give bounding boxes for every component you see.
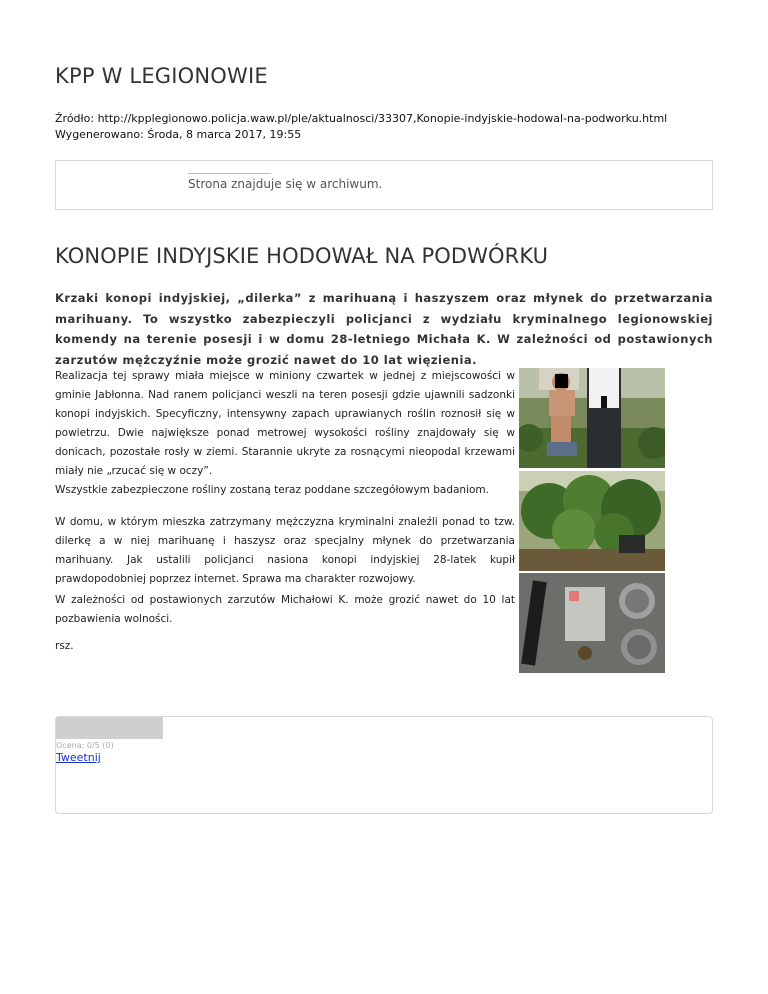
rating-panel: [55, 716, 713, 814]
source-line: Źródło: http://kpplegionowo.policja.waw.pl/ple/aktualnosci/33307,Konopie-indyjskie-hodowal-na-podworku.html: [55, 112, 668, 125]
tweet-link[interactable]: Tweetnij: [56, 751, 101, 764]
archive-note: Strona znajduje się w archiwum.: [188, 177, 383, 191]
generated-line: Wygenerowano: Środa, 8 marca 2017, 19:55: [55, 128, 302, 141]
rating-stars[interactable]: [56, 717, 163, 739]
page-meta: [55, 111, 667, 143]
article-signature: rsz.: [55, 640, 74, 652]
archive-divider: [188, 173, 271, 174]
article-paragraph-2: Wszystkie zabezpieczone rośliny zostaną teraz poddane szczegółowym badaniom.: [55, 484, 489, 496]
article-lead: Krzaki konopi indyjskiej, „dilerka” z marihuaną i haszyszem oraz młynek do przetwarzania marihuany. To wszystko zabezpieczyli policjanci z wydziału kryminalnego legionowskiej komendy na terenie posesji i w domu 28-letniego Michała K. W zależności od postawionych zarzutów mężczyźnie może grozić nawet do 10 lat więzienia.: [55, 291, 713, 367]
archive-notice: [55, 160, 713, 210]
rating-text: Ocena: 0/5 (0): [56, 741, 114, 750]
photo-grinder-and-bags[interactable]: [519, 573, 665, 673]
article-paragraph-4: W zależności od postawionych zarzutów Michałowi K. może grozić nawet do 10 lat pozbawienia wolności.: [55, 594, 515, 625]
article-paragraph-3: W domu, w którym mieszka zatrzymany mężczyzna kryminalni znaleźli ponad to tzw. dilerkę a w niej marihuanę i haszysz oraz specjalny młynek do przetwarzania marihuany. Jak ustalili policjanci nasiona konopi indyjskiej 28-latek kupił prawdopodobniej poprzez internet. Sprawa ma charakter rozwojowy.: [55, 516, 515, 585]
article-paragraph-1: Realizacja tej sprawy miała miejsce w miniony czwartek w jednej z miejscowości w gminie Jabłonna. Nad ranem policjanci weszli na teren posesji gdzie ujawnili sadzonki konopi indyjskich. Specyficzny, intensywny zapach uprawianych roślin roznosił się w powietrzu. Dwie największe ponad metrowej wysokości rośliny znajdowały się w donicach, pozostałe rosły w ziemi. Starannie ukryte za rosnącymi nieopodal krzewami miały nie „rzucać się w oczy”.: [55, 370, 515, 477]
photo-cannabis-plants[interactable]: [519, 471, 665, 571]
photo-suspect-with-officer[interactable]: [519, 368, 665, 468]
article-title: KONOPIE INDYJSKIE HODOWAŁ NA PODWÓRKU: [55, 244, 549, 268]
site-title: KPP W LEGIONOWIE: [55, 64, 268, 88]
